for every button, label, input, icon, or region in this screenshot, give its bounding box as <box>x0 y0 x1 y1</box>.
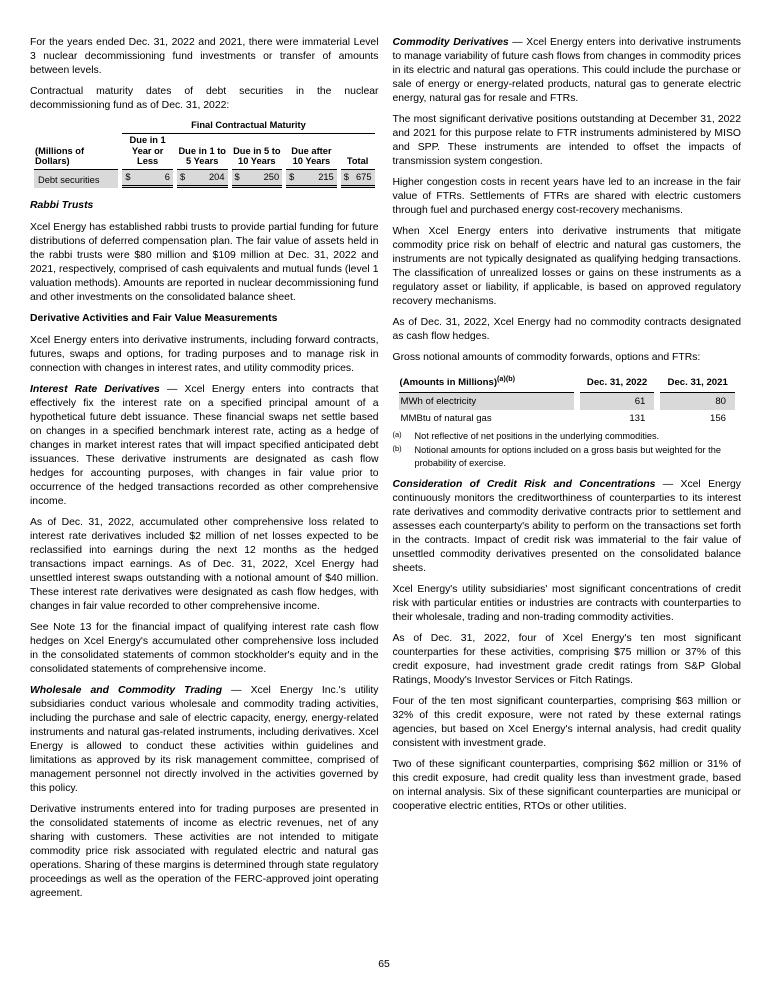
currency-symbol: $ <box>179 172 186 183</box>
row-label: MMBtu of natural gas <box>400 412 492 424</box>
cell-value: 675 <box>355 172 372 183</box>
column-header-dec-31-2022: Dec. 31, 2022 <box>580 372 655 393</box>
currency-symbol: $ <box>125 172 131 183</box>
paragraph-congestion: Higher congestion costs in recent years have led to an increase in the fair value of FTRs. Settlements of FTRs are shared with electric customers through fuel and purchased energy cost-recovery mechanisms. <box>392 177 741 216</box>
paragraph-no-hedges: As of Dec. 31, 2022, Xcel Energy had no commodity contracts designated as cash flow hedges. <box>392 317 741 342</box>
paragraph-commodity-derivatives <box>393 36 742 106</box>
paragraph-concentrations: Xcel Energy's utility subsidiaries' most significant concentrations of credit risk with particular entities or industries are contracts with counterparties to their wholesale, trading and non-trading commodity activities. <box>392 584 741 624</box>
paragraph-rabbi-trusts: Xcel Energy has established rabbi trusts to provide partial funding for future distributions of deferred compensation plan. The fair value of assets held in the rabbi trusts were $80 million and $109 million at Dec. 31, 2022 and 2021, respectively, comprised of cash equivalents and mutual funds (level 1 valuation methods). Amounts are reported in nuclear decommissioning fund and other investments on the consolidated balance sheet. <box>30 222 379 304</box>
footnote-b <box>393 444 742 469</box>
body-text: Xcel Energy continuously monitors the creditworthiness of counterparties to its interest rate derivatives and commodity derivative contracts prior to settlement and assesses each counterparty's ability to perform on the transactions set forth in the contracts. Impact of credit risk was immaterial to the fair value of unsettled commodity derivatives presented on the consolidated balance sheets. <box>392 479 741 575</box>
em-dash: — <box>222 685 251 697</box>
em-dash: — <box>508 37 527 48</box>
paragraph-wholesale-commodity-trading <box>30 684 379 796</box>
cell-value: 6 <box>164 172 170 183</box>
column-header-due-1yr: Due in 1 Year or Less <box>122 134 173 170</box>
column-header-total: Total <box>341 134 375 170</box>
lead-commodity-derivatives: Commodity Derivatives <box>392 37 509 48</box>
table-span-header-row <box>34 120 375 134</box>
column-header-due-5to10: Due in 5 to 10 Years <box>232 134 283 170</box>
paragraph-level3-funds: For the years ended Dec. 31, 2022 and 2021, there were immaterial Level 3 nuclear decommissioning fund investments or transfer of amounts between levels. <box>30 37 379 76</box>
value-cell <box>341 170 375 188</box>
table-row-debt-securities <box>34 170 375 188</box>
right-column <box>393 36 742 908</box>
paragraph-note13: See Note 13 for the financial impact of qualifying interest rate cash flow hedges on Xcel Energy's accumulated other comprehensive loss included in the consolidated statements of common stockholder's equity and in the consolidated statements of comprehensive income. <box>30 622 379 676</box>
paragraph-trading-presentation: Derivative instruments entered into for trading purposes are presented in the consolidated statements of income as electric revenues, net of any sharing with customers. These activities are not intended to mitigate commodity price risk associated with regulated electric and natural gas operations. Sharing of these margins is determined through state regulatory proceedings as well as the operation of the FERC-approved joint operating agreement. <box>30 804 379 900</box>
cell-value: 156 <box>709 412 726 424</box>
lead-interest-rate-derivatives: Interest Rate Derivatives <box>30 384 160 396</box>
column-header-due-1to5: Due in 1 to 5 Years <box>177 134 228 170</box>
notional-amounts-table <box>393 372 742 427</box>
row-label: MWh of electricity <box>399 393 574 410</box>
value-cell <box>232 170 283 188</box>
column-header-amounts-in-millions <box>399 372 574 393</box>
body-text: Xcel Energy enters into derivative instruments to manage variability of future cash flows from changes in commodity prices in its electric and natural gas operations. This could include the purchase or sale of energy or energy-related products, natural gas to generate electric energy, natural gas for resale and FTRs. <box>392 37 741 104</box>
paragraph-interest-rate-derivatives <box>30 383 379 509</box>
cell-value: 215 <box>318 172 334 183</box>
header-label: (Amounts in Millions) <box>399 377 498 389</box>
debt-maturity-table <box>30 120 379 188</box>
paragraph-below-grade: Two of these significant counterparties, comprising $62 million or 31% of this credit exposure, had credit quality less than investment grade, based on internal analysis. Six of these significant counterparties are municipal or cooperative electric entities, RTOs or other utilities. <box>392 759 741 813</box>
em-dash: — <box>655 479 681 491</box>
empty-cell <box>34 120 118 134</box>
footnote-text: Notional amounts for options included on a gross basis but weighted for the probability of exercise. <box>414 445 721 468</box>
cell-value: 250 <box>263 172 280 183</box>
cell-value: 80 <box>660 393 735 410</box>
paragraph-not-rated: Four of the ten most significant counterparties, comprising $63 million or 32% of this credit exposure, were not rated by these external ratings agencies, but based on Xcel Energy's internal analysis, had credit quality consistent with investment grade. <box>392 696 741 750</box>
section-heading-derivative-activities: Derivative Activities and Fair Value Measurements <box>30 313 278 325</box>
table-header-row <box>34 134 375 170</box>
row-label: Debt securities <box>34 170 118 188</box>
footnote-text: Not reflective of net positions in the underlying commodities. <box>414 431 660 442</box>
paragraph-credit-risk <box>393 478 742 576</box>
paragraph-mitigate: When Xcel Energy enters into derivative instruments that mitigate commodity price risk on behalf of electric and natural gas customers, the instruments are not typically designated as qualifying hedging transactions. The classification of unrealized losses or gains on these instruments as a regulatory asset or liability, if applicable, is based on approved regulatory recovery mechanisms. <box>392 226 741 307</box>
paragraph-derivative-intro: Xcel Energy enters into derivative instruments, including forward contracts, futures, swaps and options, for trading purposes and to manage risk in connection with changes in interest rates, and utility commodity prices. <box>30 335 379 375</box>
body-text: Xcel Energy enters into contracts that effectively fix the interest rate on a specified principal amount of a hypothetical future debt issuance. These financial swaps net settle based on changes in a specified benchmark interest rate, acting as a hedge of changes in market interest rates that will impact specified anticipated debt issuances. These derivative instruments are designated as cash flow hedges for accounting purposes, with changes in fair value prior to occurrence of the hedged transactions recorded as other comprehensive income. <box>30 384 379 508</box>
currency-symbol: $ <box>234 172 240 183</box>
table-row-mwh-electricity <box>399 393 736 410</box>
table-header-row <box>399 372 736 393</box>
left-column <box>30 36 379 908</box>
column-header-dec-31-2021: Dec. 31, 2021 <box>660 372 735 393</box>
paragraph-gross-notional-intro: Gross notional amounts of commodity forwards, options and FTRs: <box>392 352 701 363</box>
value-cell <box>286 170 337 188</box>
footnote-marker: (b) <box>392 444 402 454</box>
table-row-mmbtu-natural-gas <box>399 410 736 427</box>
paragraph-maturity-intro: Contractual maturity dates of debt securities in the nuclear decommissioning fund as of Dec. 31, 2022: <box>30 86 379 111</box>
currency-symbol: $ <box>289 172 295 183</box>
page-number: 65 <box>378 959 390 970</box>
footnote-marker: (a) <box>392 430 402 440</box>
value-cell <box>122 170 173 188</box>
paragraph-ftr-positions: The most significant derivative positions outstanding at December 31, 2022 and 2021 for this purpose relate to FTR instruments administered by MISO and SPP. These instruments are intended to offset the impacts of transmission system congestion. <box>392 114 741 167</box>
cell-value: 131 <box>629 412 646 424</box>
value-cell <box>177 170 228 188</box>
footnote-reference: (a)(b) <box>497 374 515 383</box>
footnote-a <box>393 430 742 442</box>
cell-value: 61 <box>580 393 655 410</box>
table-footnotes <box>393 430 742 469</box>
lead-credit-risk-concentrations: Consideration of Credit Risk and Concentrations <box>392 479 656 491</box>
paragraph-aoci: As of Dec. 31, 2022, accumulated other comprehensive loss related to interest rate derivatives included $2 million of net losses expected to be reclassified into earnings during the next 12 months as the hedged transactions impact earnings. As of Dec. 31, 2022, Xcel Energy had unsettled interest swaps outstanding with a notional amount of $40 million. These interest rate derivatives were designated as cash flow hedges, with changes in fair value recorded to other comprehensive income. <box>30 517 379 613</box>
currency-symbol: $ <box>343 172 349 183</box>
lead-wholesale-commodity-trading: Wholesale and Commodity Trading <box>30 685 223 697</box>
column-header-due-after10: Due after 10 Years <box>286 134 337 170</box>
span-header-final-contractual-maturity: Final Contractual Maturity <box>122 120 374 134</box>
section-heading-rabbi-trusts: Rabbi Trusts <box>30 200 94 212</box>
cell-value: 204 <box>209 172 225 183</box>
column-header-millions: (Millions of Dollars) <box>34 134 118 170</box>
body-text: Xcel Energy Inc.'s utility subsidiaries conduct various wholesale and commodity trading activities, including the purchase and sale of electric capacity, energy, energy-related instruments and natural gas-related instruments, including derivatives. Xcel Energy is allowed to conduct these activities within guidelines and limitations as approved by its risk management committee, comprised of management personnel not directly involved in the activities governed by this policy. <box>30 685 379 795</box>
paragraph-ratings: As of Dec. 31, 2022, four of Xcel Energy's ten most significant counterparties for these activities, comprising $75 million or 37% of this credit exposure, had investment grade credit ratings from S&P Global Ratings, Moody's Investor Services or Fitch Ratings. <box>392 633 741 687</box>
em-dash: — <box>159 384 185 396</box>
